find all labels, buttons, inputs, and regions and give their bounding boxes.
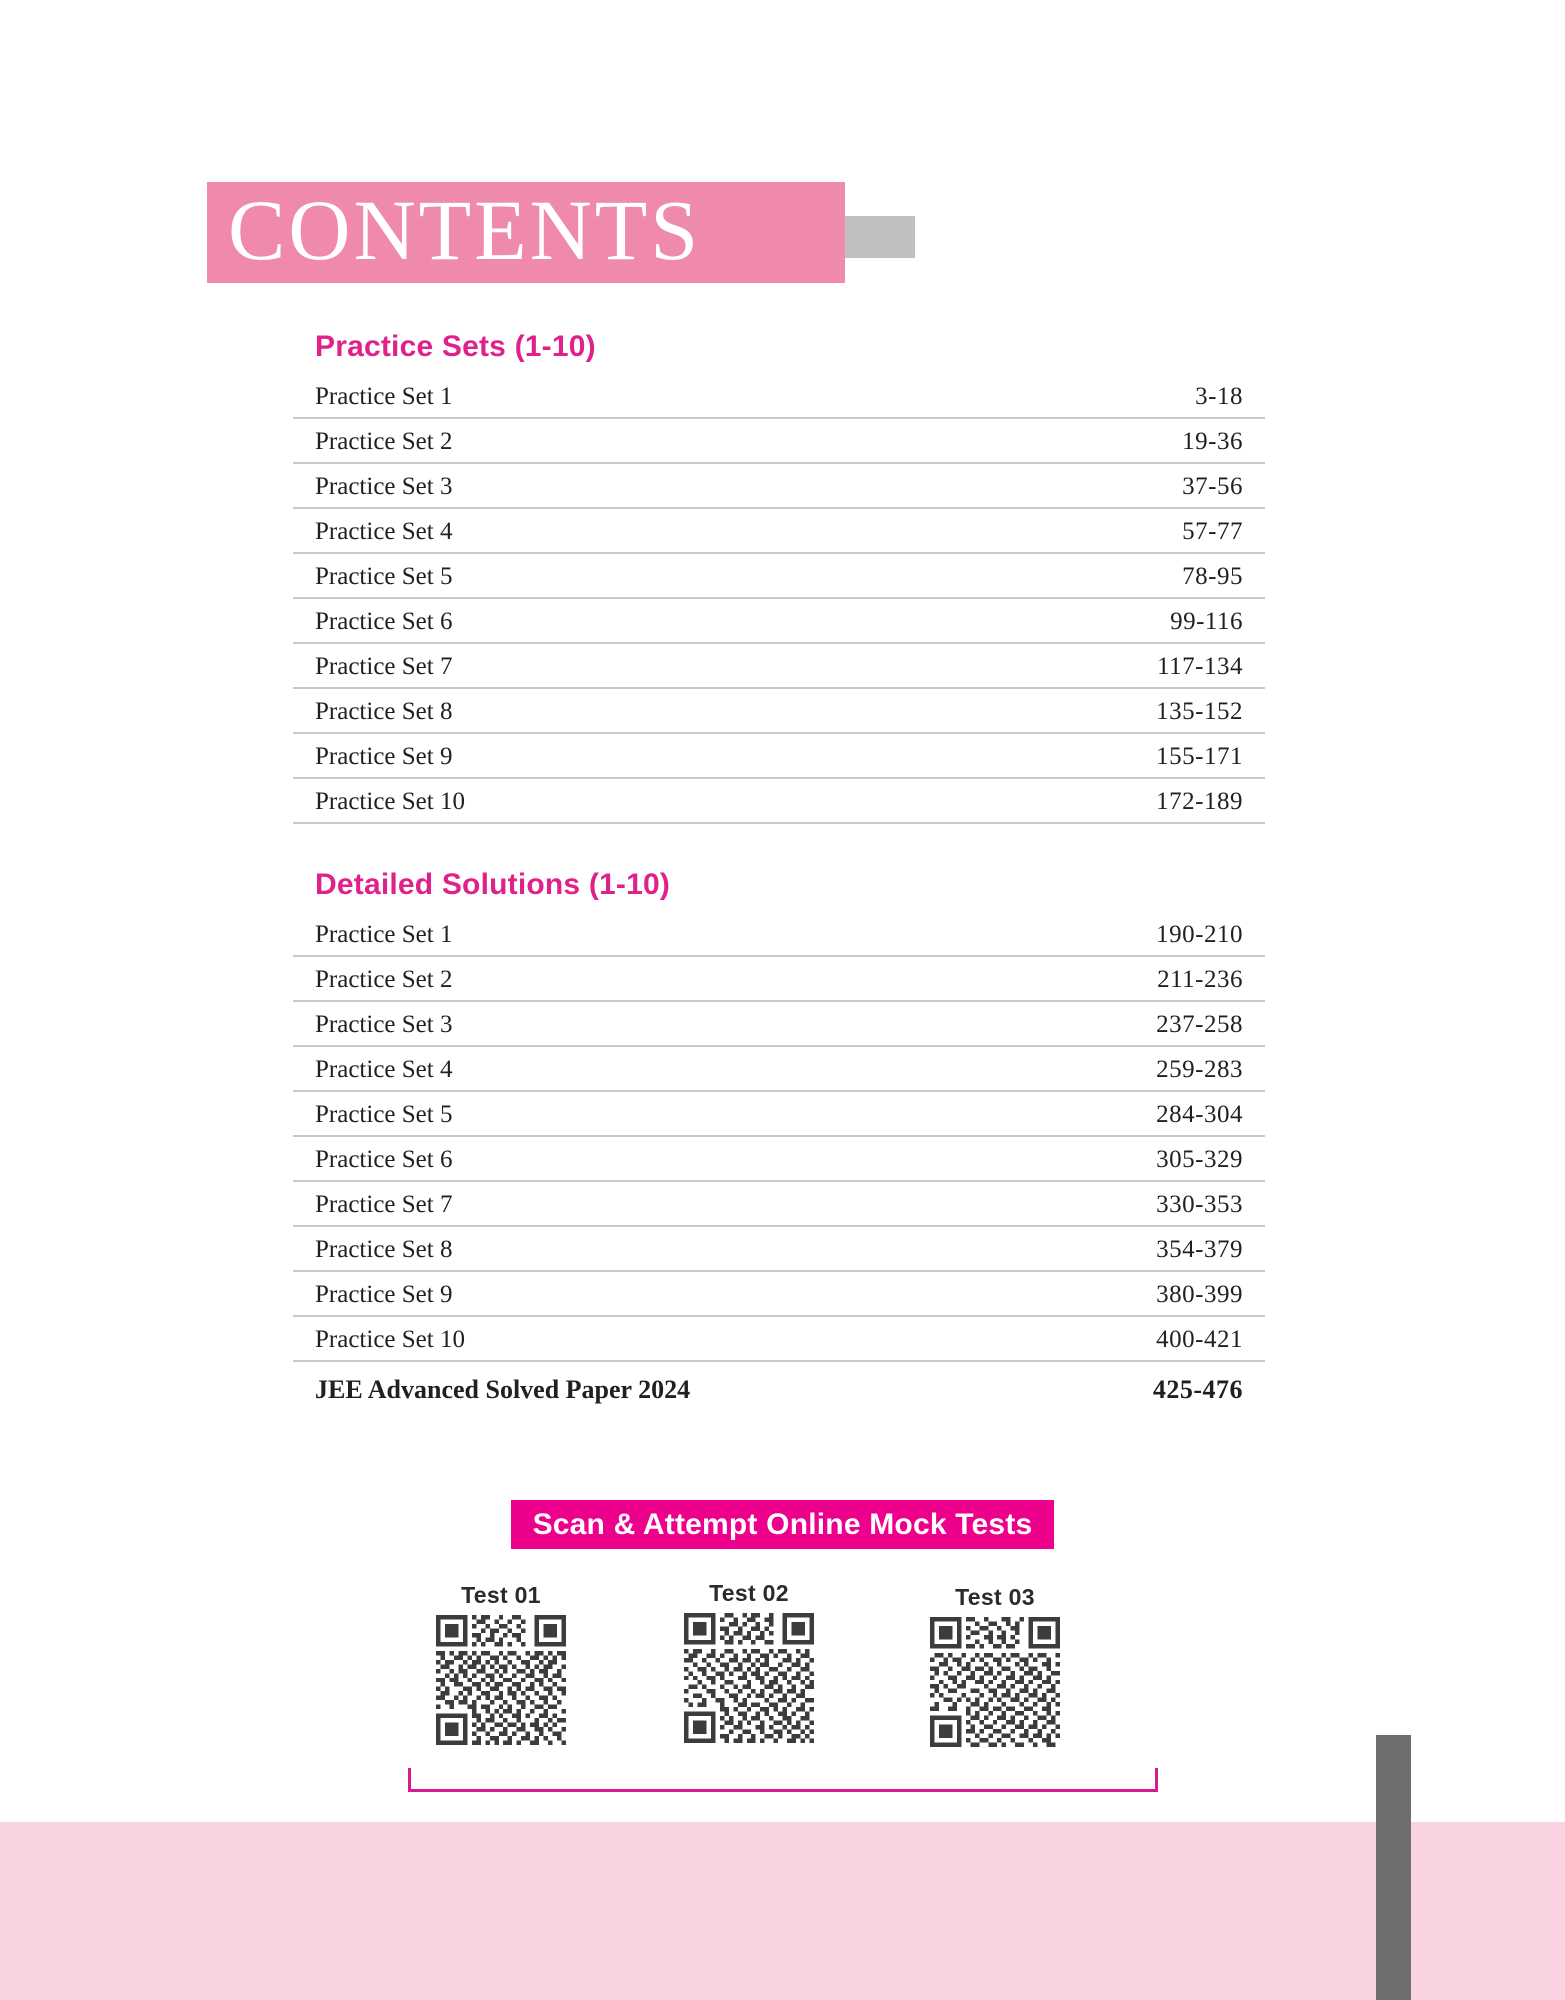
toc-entry-pages: 117-134 — [1157, 653, 1243, 680]
table-row[interactable] — [293, 779, 1265, 824]
qr-label: Test 02 — [709, 1580, 789, 1606]
toc-entry-label: Practice Set 5 — [315, 1101, 453, 1128]
qr-code-group — [410, 1560, 1155, 1790]
toc-entry-label: Practice Set 4 — [315, 518, 453, 545]
qr-code-svg — [436, 1615, 566, 1745]
toc-entry-label: Practice Set 8 — [315, 1236, 453, 1263]
qr-item-test-03[interactable] — [930, 1584, 1060, 1747]
section-heading-practice-sets: Practice Sets (1-10) — [315, 330, 596, 363]
toc-entry-pages: 172-189 — [1156, 788, 1243, 815]
toc-entry-pages: 305-329 — [1156, 1146, 1243, 1173]
toc-entry-pages: 400-421 — [1156, 1326, 1243, 1353]
toc-entry-label: Practice Set 3 — [315, 473, 453, 500]
qr-code-svg — [930, 1617, 1060, 1747]
qr-code-icon[interactable] — [930, 1617, 1060, 1747]
table-row[interactable] — [293, 912, 1265, 957]
table-row[interactable] — [293, 1272, 1265, 1317]
toc-entry-label: Practice Set 5 — [315, 563, 453, 590]
table-row[interactable] — [293, 1092, 1265, 1137]
qr-item-test-02[interactable] — [684, 1580, 814, 1743]
table-row[interactable] — [293, 689, 1265, 734]
toc-entry-pages: 284-304 — [1156, 1101, 1243, 1128]
toc-entry-pages: 259-283 — [1156, 1056, 1243, 1083]
table-row[interactable] — [293, 1182, 1265, 1227]
toc-entry-pages: 190-210 — [1156, 921, 1243, 948]
table-row[interactable] — [293, 419, 1265, 464]
toc-list-practice-sets — [293, 374, 1265, 824]
right-gray-tab — [1376, 1735, 1411, 2000]
toc-entry-label: Practice Set 2 — [315, 966, 453, 993]
table-row[interactable] — [293, 599, 1265, 644]
qr-item-test-01[interactable] — [436, 1582, 566, 1745]
bracket-horizontal-line — [408, 1789, 1158, 1792]
toc-entry-pages: 99-116 — [1170, 608, 1243, 635]
toc-entry-label: Practice Set 4 — [315, 1056, 453, 1083]
bottom-pink-band — [0, 1822, 1565, 2000]
bracket-right-tick — [1155, 1768, 1158, 1792]
toc-entry-pages: 211-236 — [1157, 966, 1243, 993]
toc-entry-pages: 380-399 — [1156, 1281, 1243, 1308]
toc-entry-label: Practice Set 7 — [315, 653, 453, 680]
toc-entry-label: Practice Set 7 — [315, 1191, 453, 1218]
page-title: CONTENTS — [228, 182, 702, 278]
toc-entry-label: Practice Set 1 — [315, 921, 453, 948]
table-row[interactable] — [293, 734, 1265, 779]
toc-entry-label: Practice Set 10 — [315, 788, 465, 815]
table-row[interactable] — [293, 1137, 1265, 1182]
table-row[interactable] — [293, 374, 1265, 419]
qr-bracket-decoration — [408, 1768, 1158, 1792]
qr-label: Test 03 — [955, 1584, 1035, 1610]
toc-entry-pages: 330-353 — [1156, 1191, 1243, 1218]
toc-list-detailed-solutions — [293, 912, 1265, 1362]
toc-entry-label: Practice Set 10 — [315, 1326, 465, 1353]
toc-entry-pages: 19-36 — [1182, 428, 1243, 455]
table-row[interactable] — [293, 509, 1265, 554]
table-row[interactable] — [293, 554, 1265, 599]
toc-entry-label: Practice Set 6 — [315, 608, 453, 635]
toc-entry-pages: 3-18 — [1195, 383, 1243, 410]
toc-row-solved-paper[interactable] — [293, 1362, 1265, 1418]
toc-content — [293, 330, 1265, 1418]
toc-entry-label: Practice Set 9 — [315, 743, 453, 770]
toc-entry-label: Practice Set 1 — [315, 383, 453, 410]
toc-entry-label: Practice Set 8 — [315, 698, 453, 725]
scan-banner-label: Scan & Attempt Online Mock Tests — [511, 1500, 1055, 1549]
toc-entry-pages: 237-258 — [1156, 1011, 1243, 1038]
toc-entry-label: Practice Set 2 — [315, 428, 453, 455]
toc-entry-pages: 354-379 — [1156, 1236, 1243, 1263]
table-row[interactable] — [293, 1227, 1265, 1272]
table-row[interactable] — [293, 644, 1265, 689]
scan-banner-wrap — [0, 1500, 1565, 1549]
toc-entry-pages: 425-476 — [1152, 1375, 1243, 1404]
table-row[interactable] — [293, 1002, 1265, 1047]
table-row[interactable] — [293, 464, 1265, 509]
toc-entry-label: Practice Set 6 — [315, 1146, 453, 1173]
table-row[interactable] — [293, 1317, 1265, 1362]
toc-entry-label: Practice Set 9 — [315, 1281, 453, 1308]
qr-code-icon[interactable] — [684, 1613, 814, 1743]
qr-label: Test 01 — [461, 1582, 541, 1608]
qr-code-icon[interactable] — [436, 1615, 566, 1745]
toc-entry-pages: 37-56 — [1182, 473, 1243, 500]
table-row[interactable] — [293, 957, 1265, 1002]
toc-entry-pages: 78-95 — [1182, 563, 1243, 590]
section-heading-detailed-solutions: Detailed Solutions (1-10) — [315, 868, 671, 901]
toc-entry-label: Practice Set 3 — [315, 1011, 453, 1038]
toc-entry-pages: 155-171 — [1156, 743, 1243, 770]
qr-code-svg — [684, 1613, 814, 1743]
table-row[interactable] — [293, 1047, 1265, 1092]
toc-entry-pages: 57-77 — [1182, 518, 1243, 545]
toc-entry-pages: 135-152 — [1156, 698, 1243, 725]
toc-entry-label: JEE Advanced Solved Paper 2024 — [315, 1375, 691, 1404]
